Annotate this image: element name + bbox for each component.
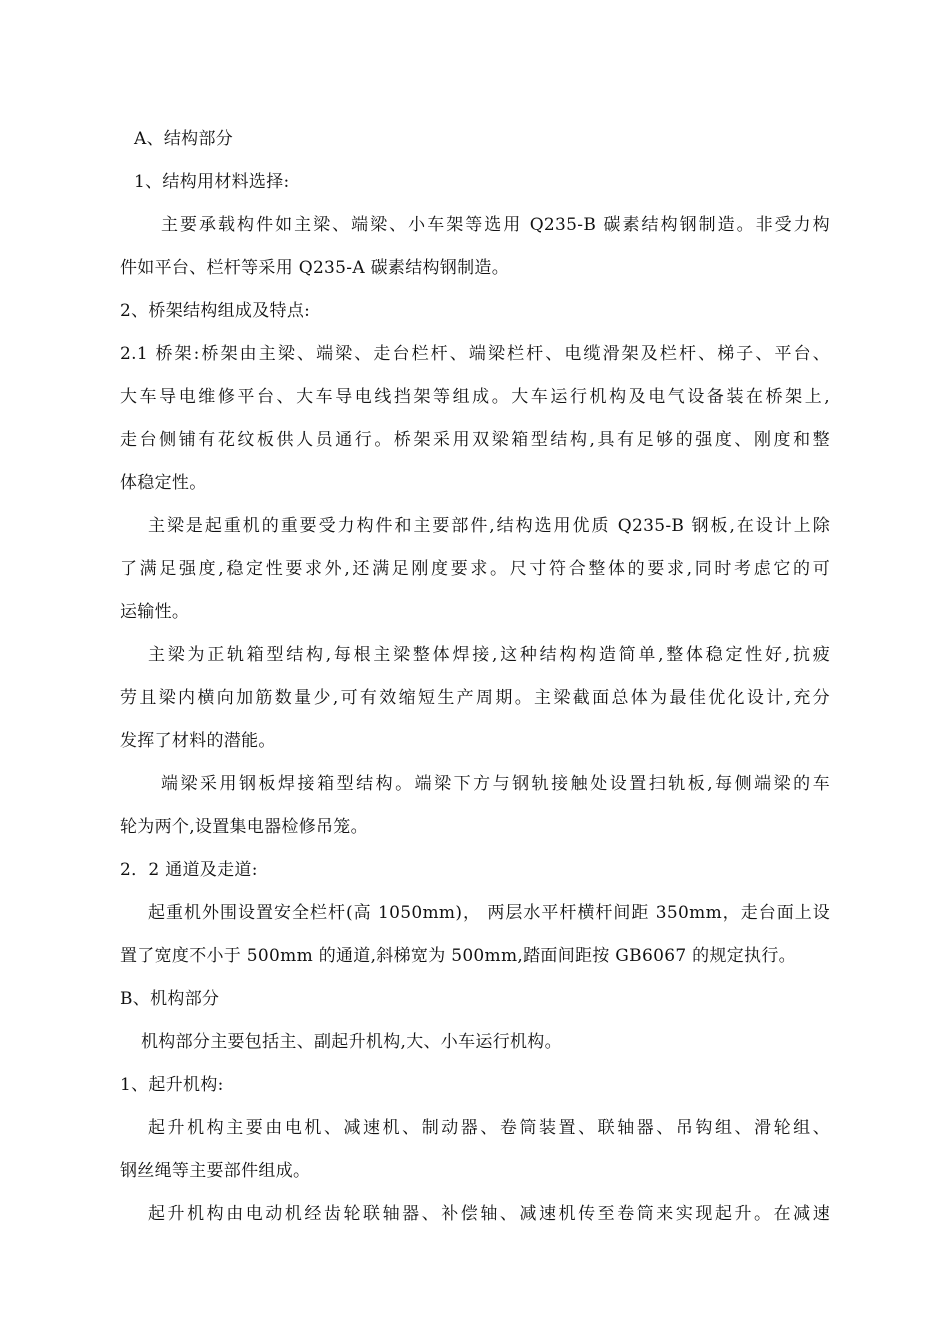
paragraph-line: 机构部分主要包括主、副起升机构,大、小车运行机构。 — [141, 1032, 562, 1052]
paragraph-line: 体稳定性。 — [120, 473, 207, 493]
paragraph-line: 运输性。 — [120, 602, 190, 622]
subsection-heading-2: 2、桥架结构组成及特点: — [120, 301, 311, 321]
subsection-heading-2-2: 2．2 通道及走道: — [120, 860, 258, 880]
paragraph-line: 轮为两个,设置集电器检修吊笼。 — [120, 817, 368, 837]
section-heading-b: B、机构部分 — [120, 989, 220, 1009]
paragraph-line: 起重机外围设置安全栏杆(高 1050mm)， 两层水平杆横杆间距 350mm，走台面上设 — [148, 903, 830, 923]
paragraph-line: 走台侧铺有花纹板供人员通行。桥架采用双梁箱型结构,具有足够的强度、刚度和整 — [120, 430, 830, 450]
paragraph-line: 主要承载构件如主梁、端梁、小车架等选用 Q235-B 碳素结构钢制造。非受力构 — [161, 215, 830, 235]
paragraph-line: 置了宽度不小于 500mm 的通道,斜梯宽为 500mm,踏面间距按 GB6067 的规定执行。 — [120, 946, 796, 966]
paragraph-line: 件如平台、栏杆等采用 Q235-A 碳素结构钢制造。 — [120, 258, 510, 278]
subsection-heading-1: 1、起升机构: — [120, 1075, 224, 1095]
paragraph-line: 起升机构由电动机经齿轮联轴器、补偿轴、减速机传至卷筒来实现起升。在减速 — [148, 1204, 830, 1224]
paragraph-line: 主梁是起重机的重要受力构件和主要部件,结构选用优质 Q235-B 钢板,在设计上除 — [148, 516, 830, 536]
paragraph-line: 了满足强度,稳定性要求外,还满足刚度要求。尺寸符合整体的要求,同时考虑它的可 — [120, 559, 830, 579]
paragraph-line: 主梁为正轨箱型结构,每根主梁整体焊接,这种结构构造简单,整体稳定性好,抗疲 — [148, 645, 830, 665]
section-heading-a: A、结构部分 — [134, 129, 234, 149]
paragraph-line: 起升机构主要由电机、减速机、制动器、卷筒装置、联轴器、吊钩组、滑轮组、 — [148, 1118, 830, 1138]
paragraph-line: 2.1 桥架:桥架由主梁、端梁、走台栏杆、端梁栏杆、电缆滑架及栏杆、梯子、平台、 — [120, 344, 830, 364]
paragraph-line: 大车导电维修平台、大车导电线挡架等组成。大车运行机构及电气设备装在桥架上, — [120, 387, 830, 407]
paragraph-line: 劳且梁内横向加筋数量少,可有效缩短生产周期。主梁截面总体为最佳优化设计,充分 — [120, 688, 830, 708]
subsection-heading-1: 1、结构用材料选择: — [134, 172, 290, 192]
paragraph-line: 端梁采用钢板焊接箱型结构。端梁下方与钢轨接触处设置扫轨板,每侧端梁的车 — [161, 774, 830, 794]
paragraph-line: 钢丝绳等主要部件组成。 — [120, 1161, 311, 1181]
paragraph-line: 发挥了材料的潜能。 — [120, 731, 276, 751]
